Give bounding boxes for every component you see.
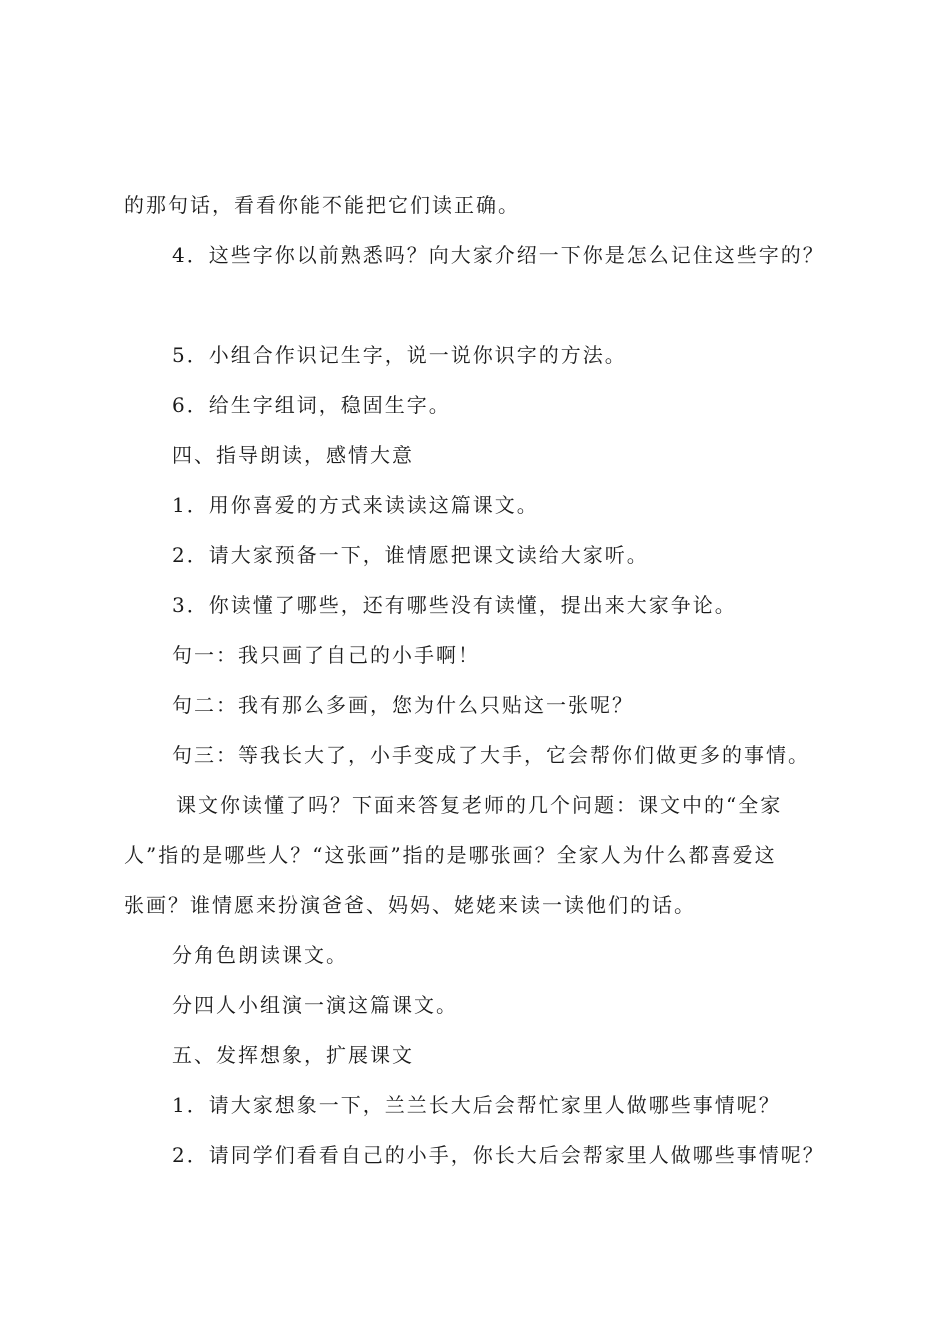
text-line-14: 张画？谁情愿来扮演爸爸、妈妈、姥姥来读一读他们的话。 [124,893,696,917]
text-line-18: 1．请大家想象一下，兰兰长大后会帮忙家里人做哪些事情呢？ [172,1093,781,1117]
text-line-2: 4．这些字你以前熟悉吗？向大家介绍一下你是怎么记住这些字的？ [172,243,825,267]
text-line-15: 分角色朗读课文。 [172,943,348,967]
section-heading-5: 五、发挥想象，扩展课文 [172,1043,414,1067]
text-line-3: 5．小组合作识记生字，说一说你识字的方法。 [172,343,627,367]
text-line-4: 6．给生字组词，稳固生字。 [172,393,451,417]
text-line-9: 句一：我只画了自己的小手啊！ [172,643,480,667]
text-line-12: 课文你读懂了吗？下面来答复老师的几个问题：课文中的“全家 [176,793,783,817]
section-heading-4: 四、指导朗读，感情大意 [172,443,414,467]
text-line-16: 分四人小组演一演这篇课文。 [172,993,458,1017]
text-line-7: 2．请大家预备一下，谁情愿把课文读给大家听。 [172,543,649,567]
text-line-13: 人”指的是哪些人？“这张画”指的是哪张画？全家人为什么都喜爱这 [124,843,777,867]
text-line-8: 3．你读懂了哪些，还有哪些没有读懂，提出来大家争论。 [172,593,737,617]
text-line-10: 句二：我有那么多画，您为什么只贴这一张呢？ [172,693,634,717]
text-line-1: 的那句话，看看你能不能把它们读正确。 [124,193,520,217]
text-line-11: 句三：等我长大了，小手变成了大手，它会帮你们做更多的事情。 [172,743,810,767]
text-line-6: 1．用你喜爱的方式来读读这篇课文。 [172,493,539,517]
text-line-19: 2．请同学们看看自己的小手，你长大后会帮家里人做哪些事情呢？ [172,1143,825,1167]
